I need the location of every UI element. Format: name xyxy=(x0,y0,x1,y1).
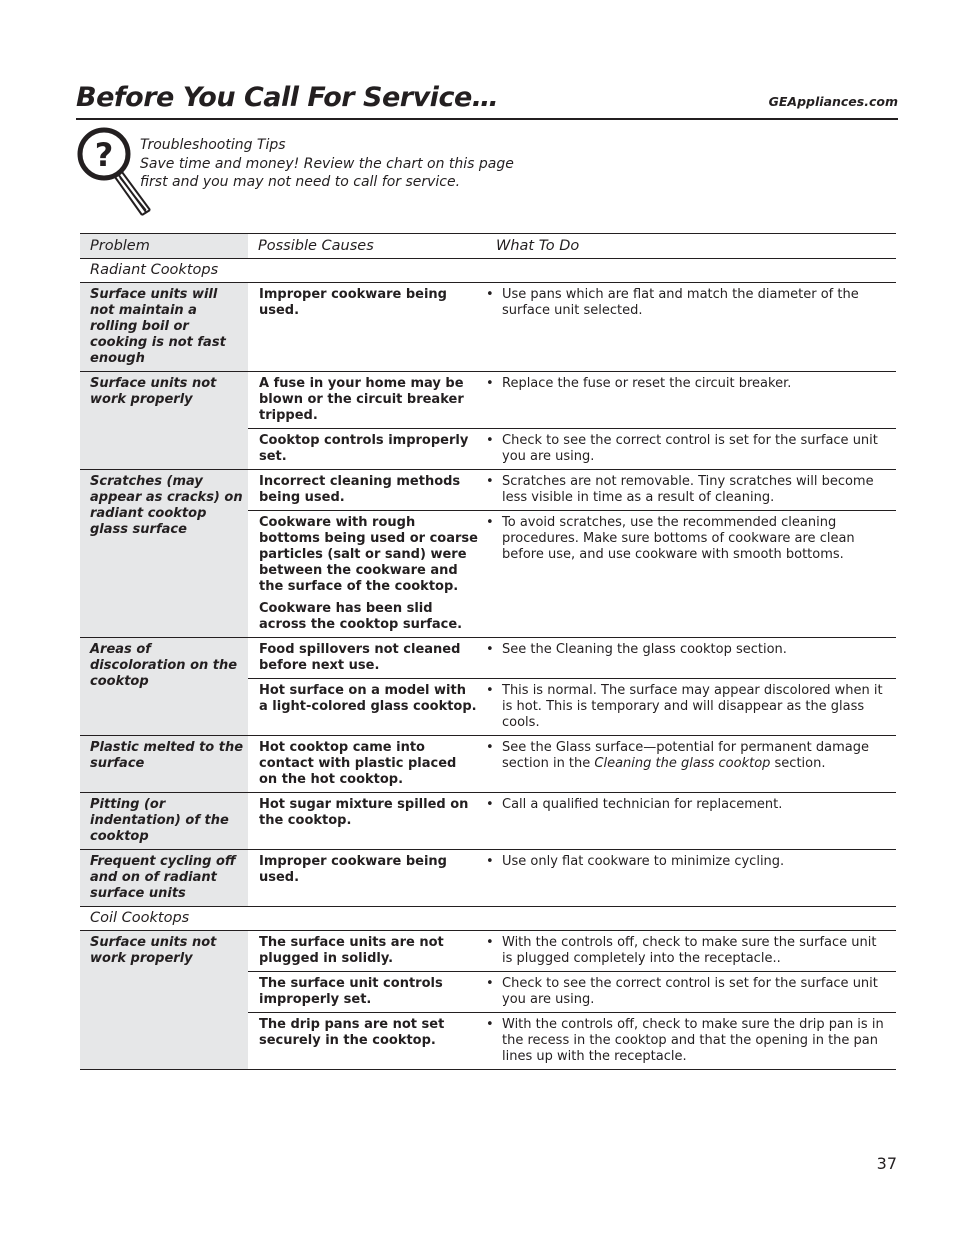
todo-text-part: See the Glass surface—potential for permanent damage section in the xyxy=(502,740,869,771)
todo-text: Use only flat cookware to minimize cycling. xyxy=(502,854,785,869)
todo-cell xyxy=(486,1013,896,1070)
cause-cell: The drip pans are not set securely in the cooktop. xyxy=(248,1013,486,1070)
todo-cell xyxy=(486,972,896,1013)
tips-line: first and you may not need to call for service. xyxy=(140,174,461,190)
problem-cell: Surface units not work properly xyxy=(80,372,248,470)
bullet: • xyxy=(486,976,494,991)
bullet: • xyxy=(486,433,494,448)
site-url: GEAppliances.com xyxy=(768,94,898,109)
todo-text: Scratches are not removable. Tiny scratches will become less visible in time as a result of cleaning. xyxy=(502,474,874,505)
header-possible-causes: Possible Causes xyxy=(248,234,486,259)
todo-text: With the controls off, check to make sure the drip pan is in the recess in the cooktop and that the opening in the pan lines up with the receptacle. xyxy=(502,1017,884,1064)
todo-text: Check to see the correct control is set for the surface unit you are using. xyxy=(502,976,878,1007)
cause-cell: Food spillovers not cleaned before next use. xyxy=(248,638,486,679)
bullet: • xyxy=(486,287,494,302)
cause-text: Cookware has been slid across the cooktop surface. xyxy=(259,601,463,632)
bullet: • xyxy=(486,642,494,657)
cause-text: Cookware with rough bottoms being used or coarse particles (salt or sand) were between the cookware and the surface of the cooktop. xyxy=(259,515,478,594)
todo-text: Use pans which are flat and match the diameter of the surface unit selected. xyxy=(502,287,859,318)
bullet: • xyxy=(486,935,494,950)
bullet: • xyxy=(486,797,494,812)
bullet: • xyxy=(486,474,494,489)
todo-cell xyxy=(486,638,896,679)
todo-cell xyxy=(486,511,896,638)
problem-cell: Plastic melted to the surface xyxy=(80,736,248,793)
bullet: • xyxy=(486,740,494,755)
troubleshooting-table xyxy=(80,233,896,1070)
table-row xyxy=(80,931,896,972)
table-header-row xyxy=(80,234,896,259)
todo-text: See the Cleaning the glass cooktop section. xyxy=(502,642,787,657)
todo-text-part: section. xyxy=(770,756,826,771)
todo-cell xyxy=(486,372,896,429)
todo-text: To avoid scratches, use the recommended cleaning procedures. Make sure bottoms of cookware are clean before use, and use cookware with smooth bottoms. xyxy=(502,515,855,562)
table-row xyxy=(80,736,896,793)
todo-text: Replace the fuse or reset the circuit breaker. xyxy=(502,376,792,391)
cause-cell: Hot surface on a model with a light-colored glass cooktop. xyxy=(248,679,486,736)
section-row xyxy=(80,907,896,931)
tips-line: Troubleshooting Tips xyxy=(140,137,286,153)
bullet: • xyxy=(486,515,494,530)
todo-text xyxy=(502,740,890,772)
cause-cell: Hot sugar mixture spilled on the cooktop. xyxy=(248,793,486,850)
section-row xyxy=(80,259,896,283)
section-reference: Cleaning the glass cooktop xyxy=(594,756,771,771)
table-row xyxy=(80,372,896,429)
cause-cell: Improper cookware being used. xyxy=(248,283,486,372)
bullet: • xyxy=(486,854,494,869)
cause-cell: The surface unit controls improperly set. xyxy=(248,972,486,1013)
todo-cell xyxy=(486,429,896,470)
header-problem: Problem xyxy=(80,234,248,259)
todo-text: Check to see the correct control is set for the surface unit you are using. xyxy=(502,433,878,464)
todo-text: With the controls off, check to make sure the surface unit is plugged completely into the receptacle.. xyxy=(502,935,877,966)
section-coil-cooktops: Coil Cooktops xyxy=(80,907,896,931)
todo-cell xyxy=(486,931,896,972)
svg-text:?: ? xyxy=(94,136,114,174)
page-header xyxy=(76,80,898,120)
page-title: Before You Call For Service… xyxy=(76,82,499,113)
bullet: • xyxy=(486,1017,494,1032)
cause-cell xyxy=(248,511,486,638)
todo-cell xyxy=(486,283,896,372)
tips-line: Save time and money! Review the chart on this page xyxy=(140,155,514,172)
cause-cell: Incorrect cleaning methods being used. xyxy=(248,470,486,511)
problem-cell: Surface units will not maintain a rolling boil or cooking is not fast enough xyxy=(80,283,248,372)
cause-cell: The surface units are not plugged in solidly. xyxy=(248,931,486,972)
bullet: • xyxy=(486,683,494,698)
todo-cell xyxy=(486,679,896,736)
cause-cell: Improper cookware being used. xyxy=(248,850,486,907)
table-row xyxy=(80,470,896,511)
table-row xyxy=(80,850,896,907)
section-radiant-cooktops: Radiant Cooktops xyxy=(80,259,896,283)
header-what-to-do: What To Do xyxy=(486,234,896,259)
problem-cell: Areas of discoloration on the cooktop xyxy=(80,638,248,736)
cause-cell: Cooktop controls improperly set. xyxy=(248,429,486,470)
bullet: • xyxy=(486,376,494,391)
page-number: 37 xyxy=(876,1154,897,1173)
table-row xyxy=(80,283,896,372)
todo-text: Call a qualified technician for replacement. xyxy=(502,797,783,812)
todo-cell xyxy=(486,793,896,850)
todo-cell xyxy=(486,470,896,511)
problem-cell: Scratches (may appear as cracks) on radiant cooktop glass surface xyxy=(80,470,248,638)
todo-cell xyxy=(486,850,896,907)
table-row xyxy=(80,793,896,850)
table-row xyxy=(80,638,896,679)
todo-text: This is normal. The surface may appear discolored when it is hot. This is temporary and will disappear as the glass cools. xyxy=(502,683,883,730)
problem-cell: Frequent cycling off and on of radiant surface units xyxy=(80,850,248,907)
troubleshooting-tips xyxy=(140,136,514,192)
cause-cell: A fuse in your home may be blown or the circuit breaker tripped. xyxy=(248,372,486,429)
problem-cell: Pitting (or indentation) of the cooktop xyxy=(80,793,248,850)
todo-cell xyxy=(486,736,896,793)
cause-cell: Hot cooktop came into contact with plastic placed on the hot cooktop. xyxy=(248,736,486,793)
problem-cell: Surface units not work properly xyxy=(80,931,248,1070)
